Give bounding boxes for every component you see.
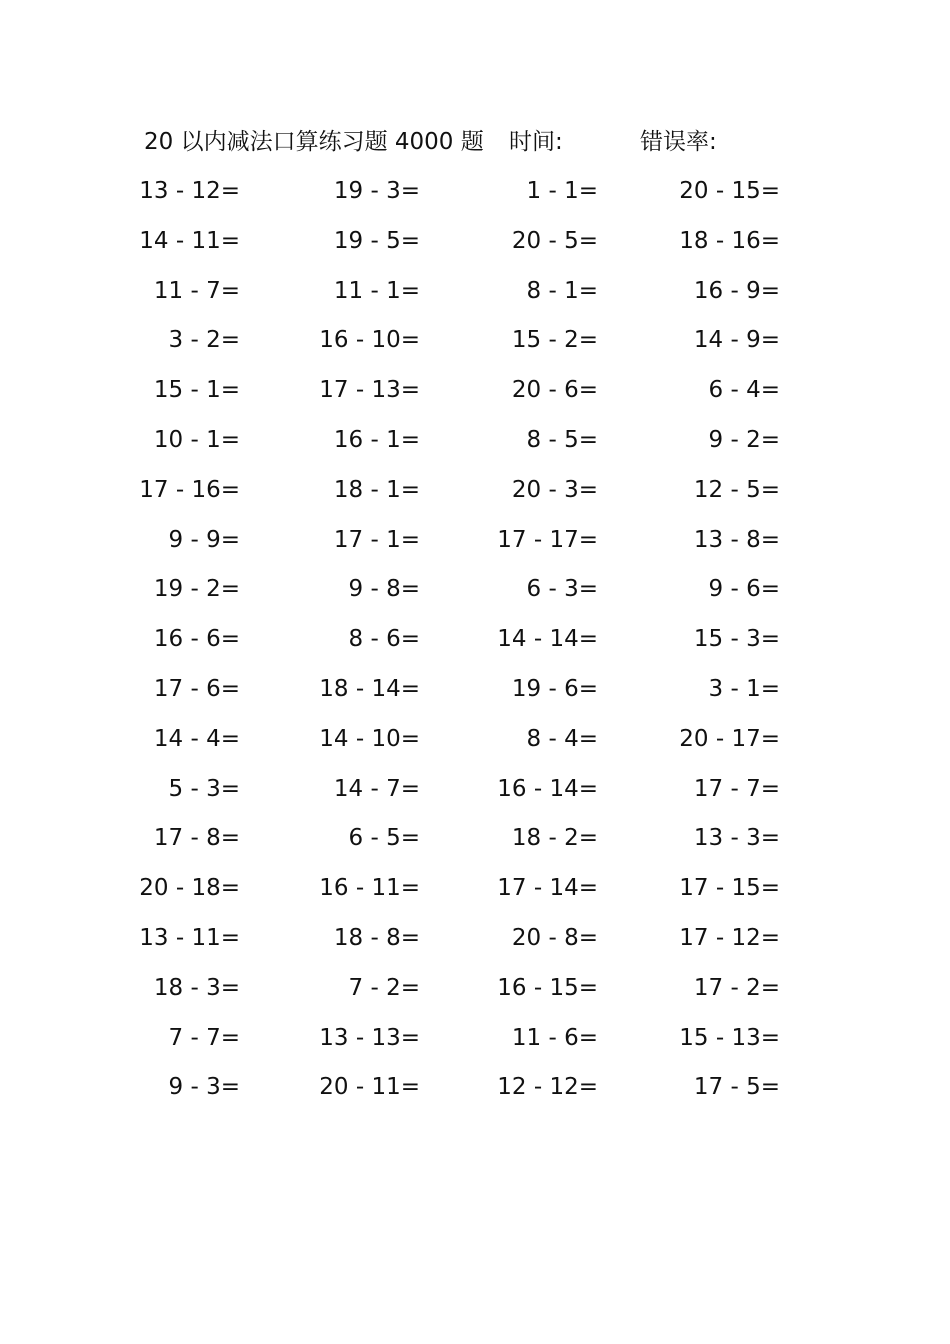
problem-item: 13 - 12=	[139, 178, 240, 204]
problem-item: 17 - 17=	[497, 526, 598, 553]
problem-item: 16 - 14=	[497, 775, 598, 802]
problem-row	[0, 819, 950, 869]
problem-item: 6 - 3=	[526, 576, 598, 603]
problem-item: 16 - 10=	[319, 327, 420, 354]
problem-item: 16 - 11=	[319, 875, 420, 902]
problem-row	[0, 869, 950, 919]
problem-row	[0, 272, 950, 322]
problem-item: 14 - 7=	[333, 775, 420, 802]
problem-item: 14 - 14=	[497, 626, 598, 653]
problem-item: 20 - 8=	[511, 924, 598, 951]
problem-item: 3 - 1=	[708, 675, 780, 702]
problem-item: 8 - 4=	[526, 725, 598, 752]
problem-item: 13 - 8=	[693, 526, 780, 553]
problem-item: 19 - 6=	[511, 675, 598, 702]
problem-row	[0, 919, 950, 969]
problem-row	[0, 321, 950, 371]
problem-grid	[0, 172, 950, 1118]
problem-item: 15 - 3=	[693, 626, 780, 653]
problem-item: 11 - 7=	[153, 277, 240, 304]
problem-item: 15 - 13=	[679, 1024, 780, 1051]
worksheet-title: 20 以内减法口算练习题 4000 题	[144, 129, 484, 155]
problem-item: 20 - 15=	[679, 178, 780, 204]
problem-item: 18 - 1=	[333, 476, 420, 503]
problem-item: 20 - 5=	[511, 227, 598, 254]
problem-row	[0, 222, 950, 272]
problem-item: 18 - 14=	[319, 675, 420, 702]
problem-row	[0, 471, 950, 521]
problem-item: 11 - 6=	[511, 1024, 598, 1051]
problem-item: 17 - 6=	[153, 675, 240, 702]
problem-item: 13 - 3=	[693, 825, 780, 852]
problem-item: 16 - 9=	[693, 277, 780, 304]
problem-item: 19 - 2=	[153, 576, 240, 603]
problem-item: 16 - 15=	[497, 974, 598, 1001]
problem-item: 20 - 17=	[679, 725, 780, 752]
problem-item: 12 - 12=	[497, 1074, 598, 1101]
problem-item: 9 - 6=	[708, 576, 780, 603]
problem-item: 17 - 8=	[153, 825, 240, 852]
problem-item: 9 - 2=	[708, 426, 780, 453]
problem-item: 17 - 1=	[333, 526, 420, 553]
problem-item: 7 - 2=	[348, 974, 420, 1001]
problem-item: 5 - 3=	[168, 775, 240, 802]
problem-item: 18 - 8=	[333, 924, 420, 951]
problem-item: 19 - 5=	[333, 227, 420, 254]
problem-item: 17 - 12=	[679, 924, 780, 951]
problem-item: 17 - 7=	[693, 775, 780, 802]
problem-item: 17 - 2=	[693, 974, 780, 1001]
problem-row	[0, 720, 950, 770]
problem-item: 8 - 6=	[348, 626, 420, 653]
problem-item: 11 - 1=	[333, 277, 420, 304]
problem-row	[0, 371, 950, 421]
problem-item: 3 - 2=	[168, 327, 240, 354]
problem-item: 17 - 16=	[139, 476, 240, 503]
problem-row	[0, 770, 950, 820]
problem-item: 17 - 5=	[693, 1074, 780, 1101]
worksheet-header	[0, 124, 950, 160]
problem-row	[0, 521, 950, 571]
problem-item: 13 - 13=	[319, 1024, 420, 1051]
problem-item: 19 - 3=	[333, 178, 420, 204]
problem-row	[0, 1019, 950, 1069]
problem-item: 1 - 1=	[526, 178, 598, 204]
time-label: 时间:	[509, 129, 563, 155]
problem-item: 15 - 2=	[511, 327, 598, 354]
problem-item: 17 - 15=	[679, 875, 780, 902]
problem-row	[0, 1068, 950, 1118]
problem-row	[0, 620, 950, 670]
problem-row	[0, 670, 950, 720]
problem-item: 14 - 11=	[139, 227, 240, 254]
problem-item: 18 - 16=	[679, 227, 780, 254]
problem-row	[0, 421, 950, 471]
problem-item: 9 - 9=	[168, 526, 240, 553]
problem-item: 7 - 7=	[168, 1024, 240, 1051]
problem-item: 9 - 8=	[348, 576, 420, 603]
problem-item: 14 - 9=	[693, 327, 780, 354]
problem-item: 10 - 1=	[153, 426, 240, 453]
problem-item: 9 - 3=	[168, 1074, 240, 1101]
problem-item: 16 - 1=	[333, 426, 420, 453]
problem-item: 14 - 4=	[153, 725, 240, 752]
problem-item: 20 - 6=	[511, 377, 598, 404]
problem-item: 16 - 6=	[153, 626, 240, 653]
problem-item: 6 - 5=	[348, 825, 420, 852]
problem-row	[0, 969, 950, 1019]
problem-item: 17 - 13=	[319, 377, 420, 404]
problem-item: 20 - 18=	[139, 875, 240, 902]
problem-item: 18 - 2=	[511, 825, 598, 852]
problem-item: 17 - 14=	[497, 875, 598, 902]
problem-item: 20 - 3=	[511, 476, 598, 503]
problem-item: 18 - 3=	[153, 974, 240, 1001]
problem-item: 13 - 11=	[139, 924, 240, 951]
problem-item: 8 - 5=	[526, 426, 598, 453]
problem-item: 8 - 1=	[526, 277, 598, 304]
problem-row	[0, 172, 950, 222]
problem-item: 14 - 10=	[319, 725, 420, 752]
problem-item: 20 - 11=	[319, 1074, 420, 1101]
problem-item: 6 - 4=	[708, 377, 780, 404]
problem-item: 12 - 5=	[693, 476, 780, 503]
error-rate-label: 错误率:	[640, 129, 717, 155]
problem-row	[0, 570, 950, 620]
problem-item: 15 - 1=	[153, 377, 240, 404]
